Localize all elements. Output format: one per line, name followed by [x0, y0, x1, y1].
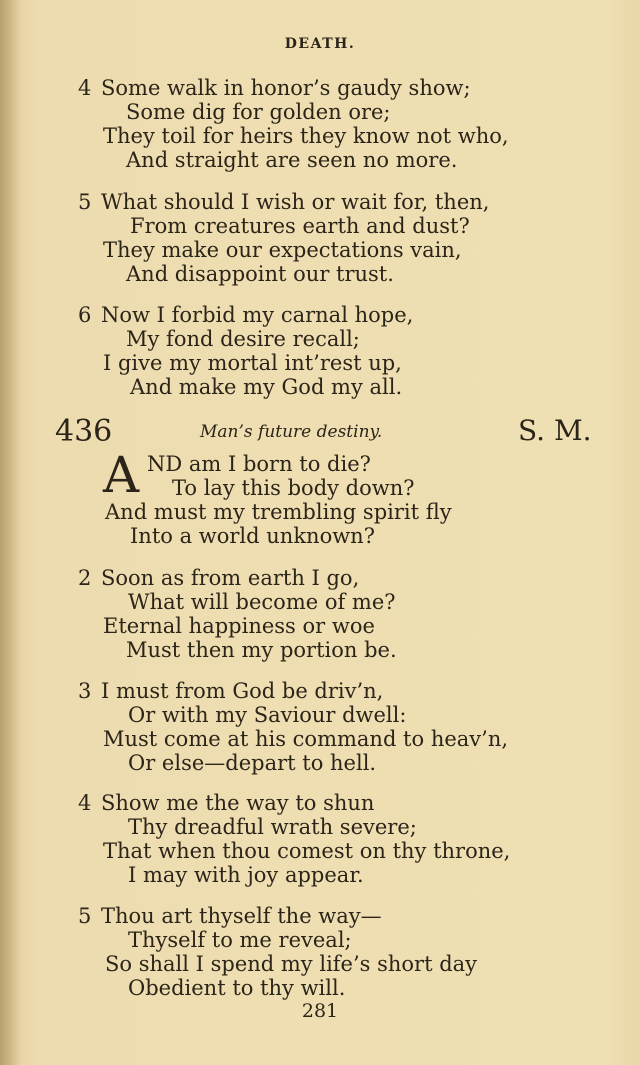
- verse-line: They make our expectations vain,: [103, 238, 462, 262]
- stanza-number: 4: [78, 76, 92, 100]
- page-number: 281: [301, 1000, 339, 1022]
- stanza-number: 3: [78, 679, 92, 703]
- hymn-meter: S. M.: [518, 414, 592, 447]
- verse-line: Or else—depart to hell.: [128, 751, 377, 775]
- verse-line: Into a world unknown?: [130, 524, 375, 548]
- verse-line: I give my mortal int’rest up,: [103, 351, 402, 375]
- verse-line: And must my trembling spirit fly: [105, 500, 452, 524]
- verse-line: ND am I born to die?: [147, 452, 371, 476]
- hymn-number: 436: [55, 414, 113, 449]
- verse-line: And make my God my all.: [130, 375, 403, 399]
- stanza-number: 5: [78, 190, 92, 214]
- verse-line: Thou art thyself the way—: [101, 904, 382, 928]
- verse-line: And disappoint our trust.: [126, 262, 394, 286]
- verse-line: What will become of me?: [128, 590, 396, 614]
- verse-line: To lay this body down?: [172, 476, 415, 500]
- verse-line: From creatures earth and dust?: [130, 214, 470, 238]
- verse-line: My fond desire recall;: [126, 327, 360, 351]
- verse-line: Must then my portion be.: [126, 638, 397, 662]
- verse-line: And straight are seen no more.: [126, 148, 458, 172]
- verse-line: Now I forbid my carnal hope,: [101, 303, 414, 327]
- verse-line: They toil for heirs they know not who,: [103, 124, 509, 148]
- verse-line: Thyself to me reveal;: [128, 928, 352, 952]
- verse-line: Soon as from earth I go,: [101, 566, 360, 590]
- verse-line: Thy dreadful wrath severe;: [128, 815, 417, 839]
- verse-line: Some dig for golden ore;: [126, 100, 391, 124]
- page-spine-shadow: [0, 0, 22, 1065]
- verse-line: That when thou comest on thy throne,: [103, 839, 511, 863]
- verse-line: Eternal happiness or woe: [103, 614, 375, 638]
- verse-line: Show me the way to shun: [101, 791, 375, 815]
- hymn-title: Man’s future destiny.: [200, 422, 383, 442]
- verse-line: Obedient to thy will.: [128, 976, 346, 1000]
- stanza-number: 5: [78, 904, 92, 928]
- drop-cap: A: [103, 446, 140, 504]
- verse-line: Some walk in honor’s gaudy show;: [101, 76, 471, 100]
- stanza-number: 2: [78, 566, 92, 590]
- verse-line: Must come at his command to heav’n,: [103, 727, 509, 751]
- verse-line: What should I wish or wait for, then,: [101, 190, 490, 214]
- stanza-number: 4: [78, 791, 92, 815]
- verse-line: I must from God be driv’n,: [101, 679, 384, 703]
- stanza-number: 6: [78, 303, 92, 327]
- section-header: DEATH.: [284, 36, 356, 52]
- verse-line: Or with my Saviour dwell:: [128, 703, 407, 727]
- verse-line: So shall I spend my life’s short day: [105, 952, 478, 976]
- verse-line: I may with joy appear.: [128, 863, 364, 887]
